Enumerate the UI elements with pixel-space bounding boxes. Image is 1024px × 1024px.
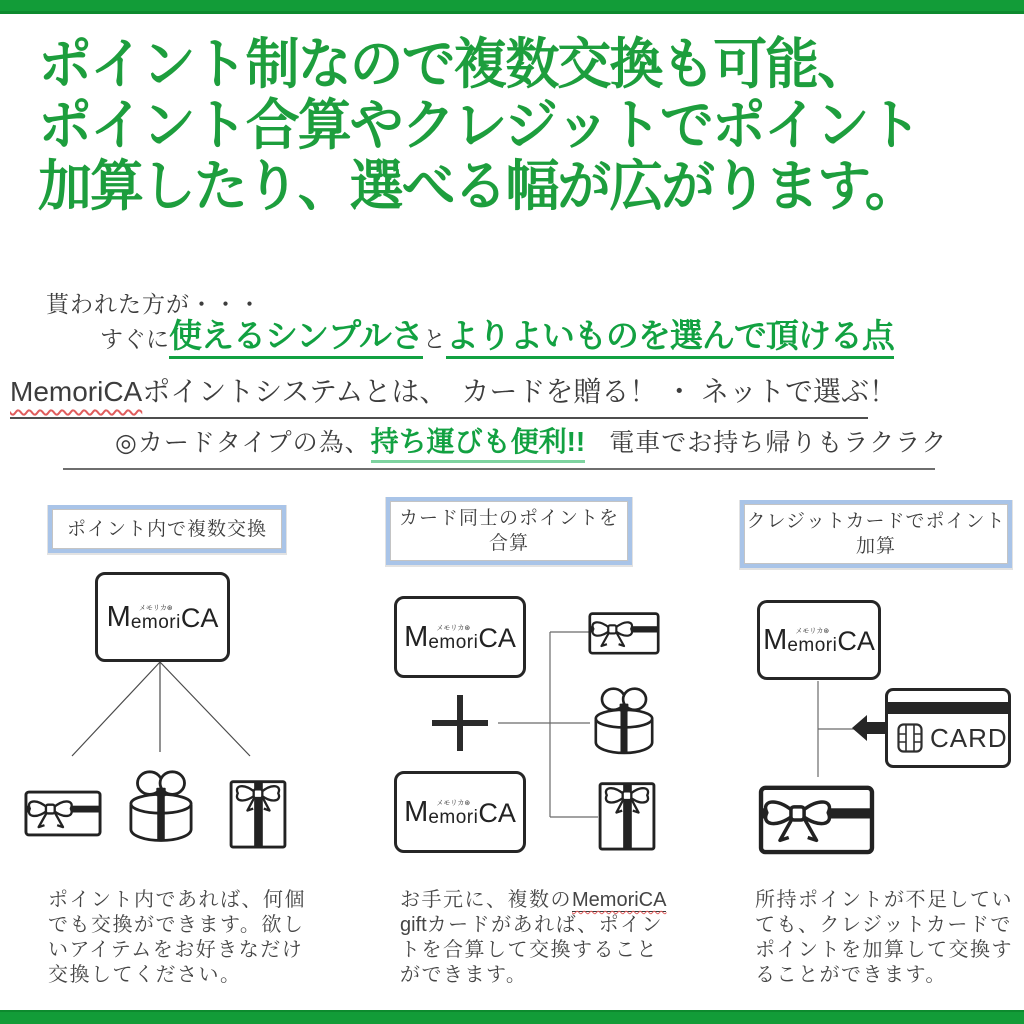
- logo-ca: CA: [837, 625, 875, 656]
- credit-card-face: [897, 723, 1008, 753]
- logo-ca: CA: [478, 622, 516, 653]
- brand-name: MemoriCA: [572, 889, 667, 911]
- logo-ca: CA: [478, 797, 516, 828]
- round-gift-icon: [128, 769, 194, 848]
- credit-card: [885, 688, 1011, 768]
- caption-text: カードがあれば、ポイン: [426, 914, 664, 936]
- wide-gift-icon: [24, 788, 102, 837]
- intro-highlight-choose: よりよいものを選んで頂ける点: [446, 317, 894, 359]
- logo-ruby: メモリカ⊛: [436, 799, 471, 807]
- intro-connector: と: [422, 326, 446, 352]
- system-description-line: [10, 370, 897, 419]
- caption-text: gift: [400, 914, 427, 936]
- caption-line: いアイテムをお好きなだけ: [48, 939, 304, 961]
- column-header-multi-exchange: [48, 505, 286, 553]
- logo-emori: emori: [787, 634, 838, 656]
- logo-emori: emori: [130, 611, 181, 633]
- memorica-card: [757, 600, 881, 680]
- memorica-card: [95, 572, 230, 662]
- caption-line: ても、クレジットカードで: [755, 914, 1012, 936]
- plus-icon: [430, 693, 490, 753]
- logo-m: M: [404, 620, 429, 653]
- logo-m: M: [106, 600, 131, 633]
- caption-line: でも交換ができます。欲し: [48, 914, 305, 936]
- column-header-text: クレジットカードでポイント: [746, 511, 1006, 532]
- arrow-left-icon: [852, 713, 886, 743]
- cardtype-prefix: ◎カードタイプの為、: [115, 429, 371, 457]
- intro-highlight-simple: 使えるシンプルさ: [169, 317, 423, 359]
- logo-emori: emori: [428, 631, 479, 653]
- memorica-logo: [106, 600, 219, 633]
- caption-line: ポイントを加算して交換す: [755, 939, 1013, 961]
- caption-line: ができます。: [400, 964, 528, 986]
- cardtype-suffix: 電車でお持ち帰りもラクラク: [609, 429, 948, 457]
- intro-benefits-line: [100, 310, 894, 357]
- wide-gift-icon: [588, 610, 660, 655]
- headline: [38, 34, 920, 217]
- caption-multi-exchange: [48, 888, 306, 988]
- top-green-bar: [0, 0, 1024, 14]
- caption-line: 所持ポイントが不足してい: [755, 889, 1013, 911]
- caption-combine-points: [400, 888, 666, 988]
- intro-prefix: すぐに: [100, 326, 169, 352]
- caption-line: 交換してください。: [48, 964, 242, 986]
- caption-text: お手元に、複数の: [400, 889, 572, 911]
- cardtype-highlight: 持ち運びも便利!!: [371, 426, 586, 463]
- logo-ruby: メモリカ⊛: [138, 604, 173, 612]
- logo-emori: emori: [428, 806, 479, 828]
- bottom-green-bar: [0, 1010, 1024, 1024]
- tall-gift-icon: [229, 774, 287, 849]
- fan-lines: [40, 660, 280, 760]
- caption-line: トを合算して交換すること: [400, 939, 658, 961]
- logo-m: M: [763, 623, 788, 656]
- column-header-text: 加算: [855, 536, 896, 557]
- wide-gift-icon: [758, 782, 875, 855]
- logo-ruby: メモリカ⊛: [795, 627, 830, 635]
- headline-line-1: ポイント制なので複数交換も可能、: [38, 33, 870, 95]
- system-rest: ポイントシステムとは、 カードを贈る！ ・ ネットで選ぶ！: [142, 376, 897, 407]
- chip-icon: [897, 723, 923, 753]
- logo-m: M: [404, 795, 429, 828]
- caption-line: [400, 913, 666, 938]
- intro-lead: 貰われた方が・・・: [46, 291, 262, 317]
- column-header-text: 合算: [488, 533, 529, 554]
- connector-lines: [495, 625, 605, 825]
- round-gift-icon: [593, 686, 655, 760]
- tall-gift-icon: [598, 776, 656, 851]
- caption-line: ることができます。: [755, 964, 947, 986]
- logo-ca: CA: [180, 602, 219, 633]
- logo-ruby: メモリカ⊛: [436, 624, 471, 632]
- headline-line-3: 加算したり、選べる幅が広がります。: [38, 155, 917, 217]
- caption-line: [400, 888, 666, 913]
- column-header-combine-points: [386, 497, 632, 565]
- caption-credit-add: [755, 888, 1013, 988]
- caption-line: ポイント内であれば、何個: [48, 889, 306, 911]
- credit-card-label: CARD: [930, 723, 1008, 753]
- magnetic-stripe: [888, 702, 1008, 714]
- card-type-line: [63, 420, 948, 470]
- headline-line-2: ポイント合算やクレジットでポイント: [38, 94, 920, 156]
- column-header-text: カード同士のポイントを: [398, 508, 619, 529]
- column-header-credit-add: [740, 500, 1012, 568]
- memorica-logo: [763, 623, 875, 656]
- column-header-text: ポイント内で複数交換: [66, 518, 267, 540]
- brand-name: MemoriCA: [10, 376, 143, 407]
